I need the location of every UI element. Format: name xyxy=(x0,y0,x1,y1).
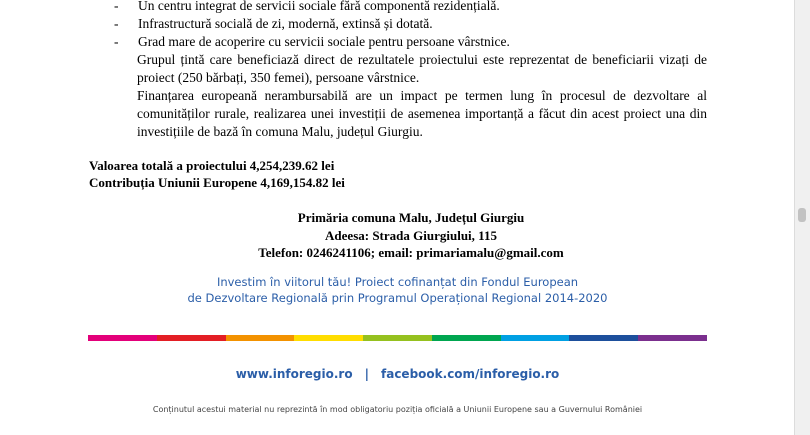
list-item xyxy=(114,15,714,33)
list-item-text: Infrastructură socială de zi, modernă, extinsă și dotată. xyxy=(138,16,433,31)
contact-phone-email: Telefon: 0246241106; email: primariamalu@gmail.com xyxy=(258,245,564,260)
inforegio-link[interactable]: www.inforegio.ro xyxy=(235,367,353,381)
list-item xyxy=(114,33,714,51)
rainbow-segment xyxy=(226,335,295,341)
rainbow-segment xyxy=(157,335,226,341)
project-totals xyxy=(89,157,345,191)
investment-line-1: Investim în viitorul tău! Proiect cofinanțat din Fondul European xyxy=(216,275,579,289)
rainbow-segment xyxy=(569,335,638,341)
rainbow-segment xyxy=(432,335,501,341)
total-value: Valoarea totală a proiectului 4,254,239.62 lei xyxy=(89,158,335,173)
vertical-scrollbar[interactable] xyxy=(794,0,810,435)
list-item-text: Grad mare de acoperire cu servicii sociale pentru persoane vârstnice. xyxy=(138,34,510,49)
target-group-paragraph: Grupul țintă care beneficiază direct de rezultatele proiectului este reprezentat de beneficiarii vizați de proiect (250 bărbați, 350 femei), persoane vârstnice. xyxy=(137,52,707,85)
contact-block xyxy=(0,209,795,262)
investment-line-2: de Dezvoltare Regională prin Programul Operațional Regional 2014-2020 xyxy=(187,291,608,305)
bullet-marker: - xyxy=(114,0,119,13)
disclaimer-text: Conținutul acestui material nu reprezintă în mod obligatoriu poziția oficială a Uniunii Europene sau a Guvernului României xyxy=(152,405,643,414)
facebook-link[interactable]: facebook.com/inforegio.ro xyxy=(381,367,560,381)
list-item xyxy=(114,0,714,15)
rainbow-segment xyxy=(294,335,363,341)
rainbow-segment xyxy=(363,335,432,341)
rainbow-segment xyxy=(638,335,707,341)
eu-contribution: Contribuția Uniunii Europene 4,169,154.82 lei xyxy=(89,175,345,190)
bullet-marker: - xyxy=(114,16,119,31)
contact-address: Adeesa: Strada Giurgiului, 115 xyxy=(325,227,497,243)
links-separator: | xyxy=(364,367,369,381)
contact-name: Primăria comuna Malu, Județul Giurgiu xyxy=(297,210,525,225)
rainbow-segment xyxy=(501,335,570,341)
list-item-text: Un centru integrat de servicii sociale fără componentă rezidențială. xyxy=(138,0,500,13)
funding-impact-paragraph: Finanțarea europeană nerambursabilă are un impact pe termen lung în procesul de dezvoltare al comunităților rurale, realizarea unei investiții de asemenea importanță a făcut din acest proiect una din investițiile de bază în comuna Malu, județul Giurgiu. xyxy=(137,88,707,139)
bullet-marker: - xyxy=(114,34,119,49)
rainbow-divider xyxy=(88,335,707,341)
benefits-list xyxy=(114,0,714,51)
links-row xyxy=(0,367,795,381)
rainbow-segment xyxy=(88,335,157,341)
scrollbar-thumb[interactable] xyxy=(798,208,806,222)
investment-statement xyxy=(0,274,795,306)
